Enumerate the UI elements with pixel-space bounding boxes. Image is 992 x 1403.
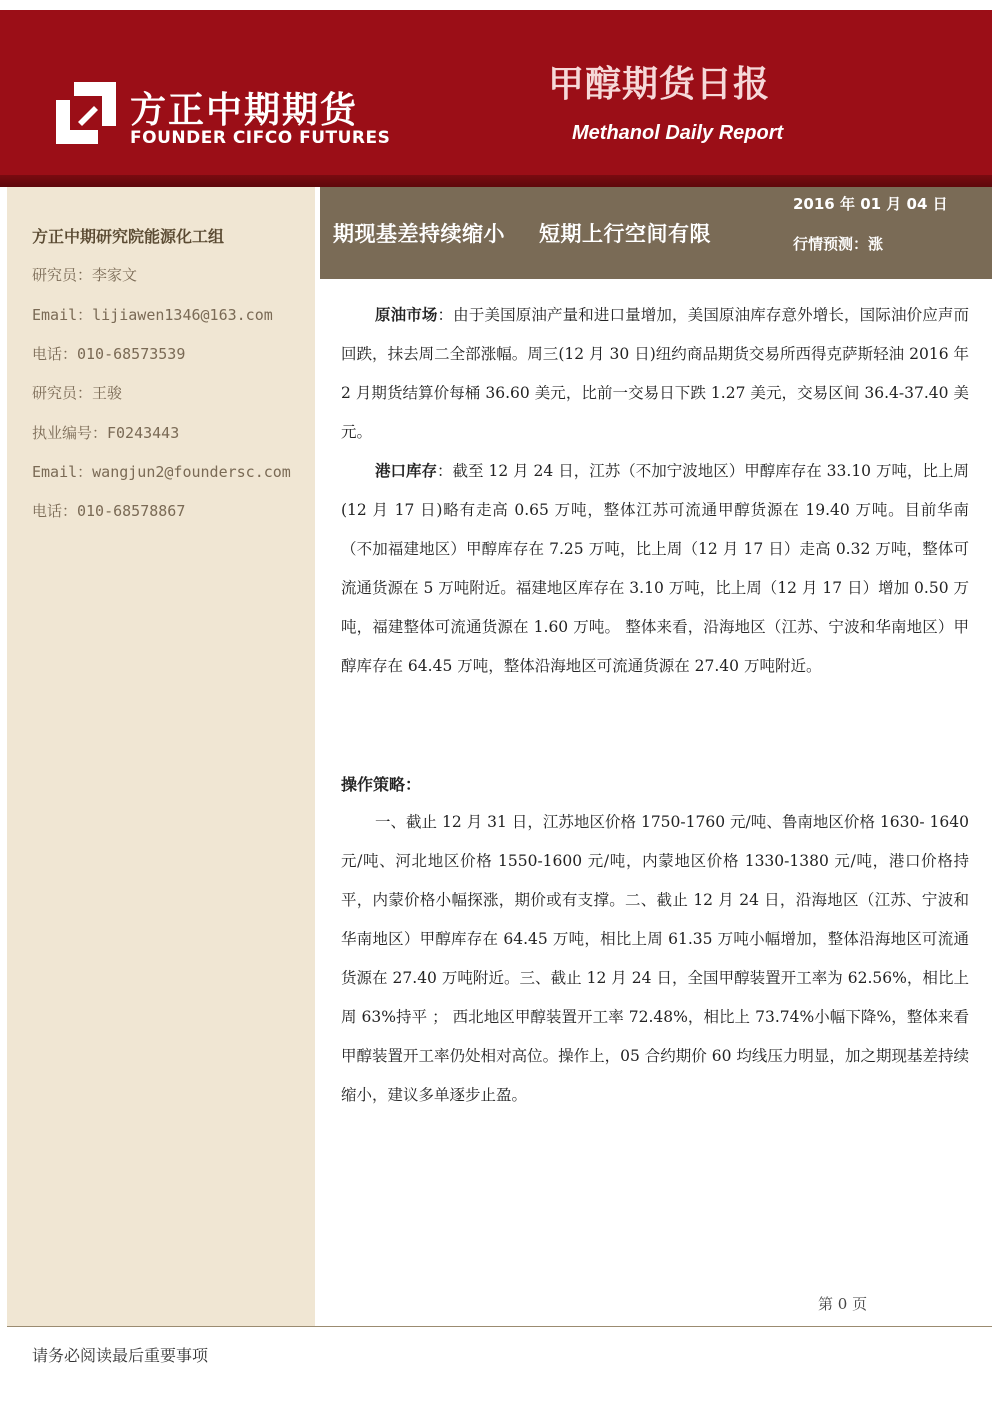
headline xyxy=(333,218,711,248)
strategy-paragraph: 一、截止 12 月 31 日，江苏地区价格 1750-1760 元/吨、鲁南地区价格 1630- 1640 元/吨、河北地区价格 1550-1600 元/吨，内蒙地区价格 1330-1380 元/吨，港口价格持平，内蒙价格小幅探涨，期价或有支撑。二、截止 12 月 24 日，沿海地区（江苏、宁波和华南地区）甲醇库存在 64.45 万吨，相比上周 61.35 万吨小幅增加，整体沿海地区可流通货源在 27.40 万吨附近。三、截止 12 月 24 日，全国甲醇装置开工率为 62.56%，相比上周 63%持平 ； 西北地区甲醇装置开工率 72.48%，相比上 73.74%小幅下降%，整体来看甲醇装置开工率仍处相对高位。操作上，05 合约期价 60 均线压力明显，加之期现基差持续缩小，建议多单逐步止盈。 xyxy=(341,813,969,1104)
researcher-2-phone: 电话：010-68578867 xyxy=(32,502,186,520)
researcher-2-license: 执业编号：F0243443 xyxy=(32,424,180,442)
researcher-1: 研究员：李家文 xyxy=(32,266,138,284)
headline-part-2: 短期上行空间有限 xyxy=(539,222,711,246)
page-number: 第 0 页 xyxy=(818,1295,868,1313)
port-inventory-label: 港口库存 xyxy=(375,462,438,480)
header-divider xyxy=(0,175,992,187)
report-subtitle: Methanol Daily Report xyxy=(572,122,784,144)
crude-oil-paragraph xyxy=(341,296,969,452)
disclaimer-note: 请务必阅读最后重要事项 xyxy=(32,1346,209,1365)
port-inventory-text: ：截至 12 月 24 日，江苏（不加宁波地区）甲醇库存在 33.10 万吨，比上周(12 月 17 日)略有走高 0.65 万吨，整体江苏可流通甲醇货源在 19.40 万吨。目前华南（不加福建地区）甲醇库存在 7.25 万吨，比上周（12 月 17 日）走高 0.32 万吨，整体可流通货源在 5 万吨附近。福建地区库存在 3.10 万吨，比上周（12 月 17 日）增加 0.50 万吨，福建整体可流通货源在 1.60 万吨。 整体来看，沿海地区（江苏、宁波和华南地区）甲醇库存在 64.45 万吨，整体沿海地区可流通货源在 27.40 万吨附近。 xyxy=(341,462,969,675)
researcher-2: 研究员：王骏 xyxy=(32,384,123,402)
report-title: 甲醇期货日报 xyxy=(548,64,771,105)
footer-divider xyxy=(7,1326,992,1327)
market-forecast: 行情预测：涨 xyxy=(793,235,884,253)
crude-oil-text: ：由于美国原油产量和进口量增加，美国原油库存意外增长，国际油价应声而回跌，抹去周二全部涨幅。周三(12 月 30 日)纽约商品期货交易所西得克萨斯轻油 2016 年 2 月期货结算价每桶 36.60 美元，比前一交易日下跌 1.27 美元，交易区间 36.4-37.40 美元。 xyxy=(341,306,969,441)
headline-part-1: 期现基差持续缩小 xyxy=(333,222,505,246)
company-logo-icon xyxy=(56,82,116,144)
researcher-1-email: Email：lijiawen1346@163.com xyxy=(32,306,273,324)
crude-oil-label: 原油市场 xyxy=(375,306,438,324)
strategy-heading: 操作策略： xyxy=(341,775,422,794)
research-group: 方正中期研究院能源化工组 xyxy=(32,227,225,246)
report-date: 2016 年 01 月 04 日 xyxy=(793,195,948,213)
researcher-1-phone: 电话：010-68573539 xyxy=(32,345,186,363)
port-inventory-paragraph xyxy=(341,452,969,686)
company-name-en: FOUNDER CIFCO FUTURES xyxy=(130,128,391,148)
company-name-cn: 方正中期期货 xyxy=(130,90,359,131)
researcher-2-email: Email：wangjun2@foundersc.com xyxy=(32,463,291,481)
